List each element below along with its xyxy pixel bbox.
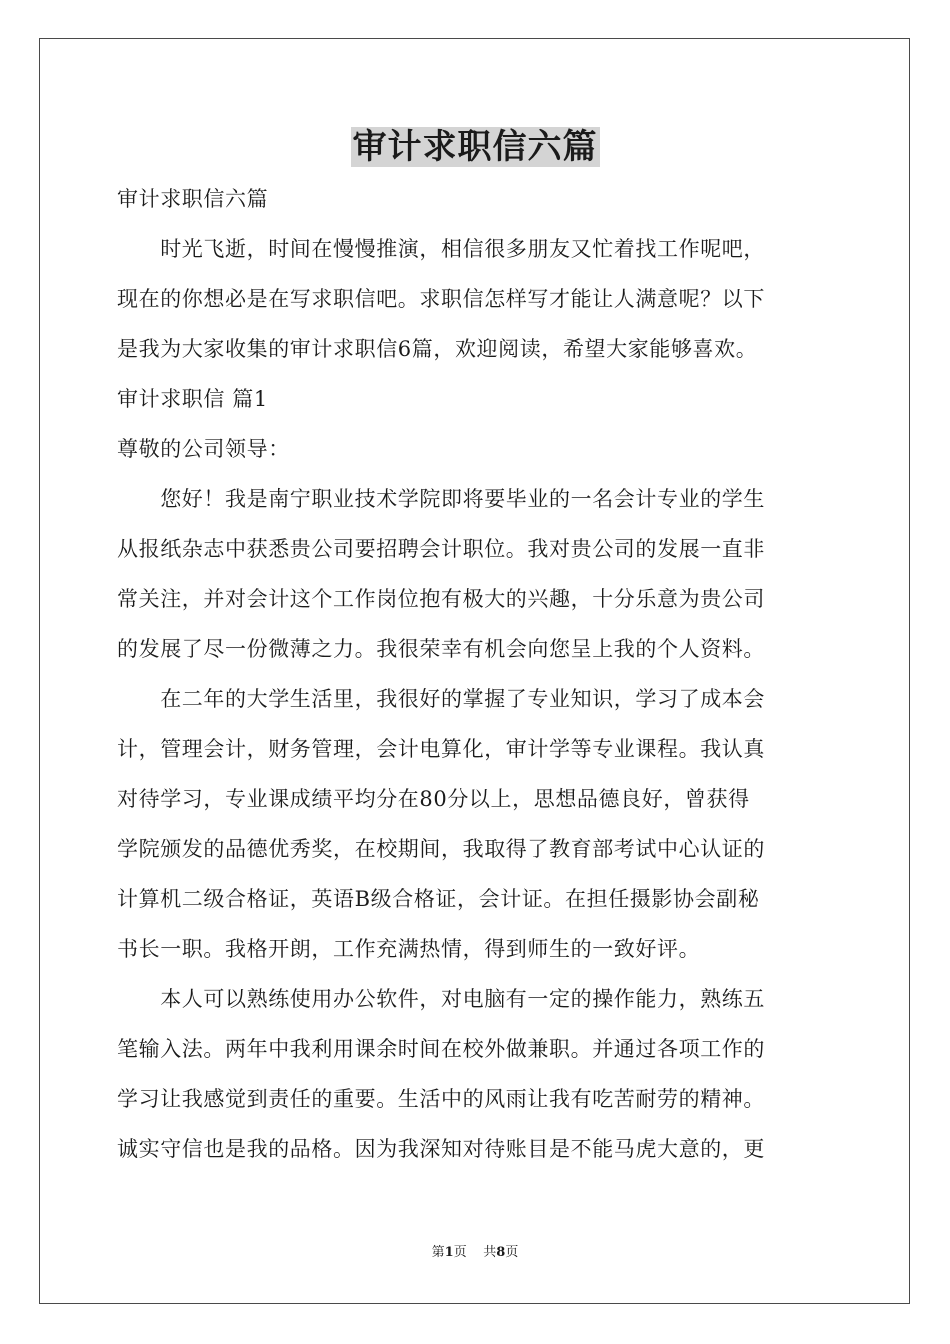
footer-page-prefix: 第 [431, 1245, 445, 1260]
text-line: 本人可以熟练使用办公软件，对电脑有一定的操作能力，熟练五 [117, 987, 765, 1011]
text-line: 现在的你想必是在写求职信吧。求职信怎样写才能让人满意呢？以下 [117, 287, 765, 311]
text-line: 审计求职信六篇 [117, 187, 269, 211]
text-line: 计算机二级合格证，英语B级合格证，会计证。在担任摄影协会副秘 [117, 887, 760, 911]
text-line: 书长一职。我格开朗，工作充满热情，得到师生的一致好评。 [117, 937, 701, 961]
footer-total-prefix: 共 [483, 1245, 497, 1260]
document-title: 审计求职信六篇 [352, 127, 598, 167]
text-line: 学习让我感觉到责任的重要。生活中的风雨让我有吃苦耐劳的精神。 [117, 1087, 765, 1111]
text-line: 的发展了尽一份微薄之力。我很荣幸有机会向您呈上我的个人资料。 [117, 637, 765, 661]
text-line: 您好！我是南宁职业技术学院即将要毕业的一名会计专业的学生 [117, 487, 765, 511]
text-line: 审计求职信 篇1 [117, 387, 268, 411]
page-footer [0, 1245, 950, 1261]
footer-page-current: 1 [444, 1245, 454, 1260]
text-line: 计，管理会计，财务管理，会计电算化，审计学等专业课程。我认真 [117, 737, 765, 761]
page-border [39, 38, 910, 1304]
text-line: 学院颁发的品德优秀奖，在校期间，我取得了教育部考试中心认证的 [117, 837, 765, 861]
text-line: 常关注，并对会计这个工作岗位抱有极大的兴趣，十分乐意为贵公司 [117, 587, 765, 611]
text-line: 从报纸杂志中获悉贵公司要招聘会计职位。我对贵公司的发展一直非 [117, 537, 765, 561]
text-line: 时光飞逝，时间在慢慢推演，相信很多朋友又忙着找工作呢吧， [117, 237, 765, 261]
footer-total-suffix: 页 [505, 1245, 519, 1260]
footer-page-suffix: 页 [453, 1245, 467, 1260]
text-line: 诚实守信也是我的品格。因为我深知对待账目是不能马虎大意的，更 [117, 1137, 765, 1161]
footer-page-total: 8 [496, 1245, 506, 1260]
text-line: 笔输入法。两年中我利用课余时间在校外做兼职。并通过各项工作的 [117, 1037, 765, 1061]
text-line: 尊敬的公司领导： [117, 437, 290, 461]
text-line: 对待学习，专业课成绩平均分在80分以上，思想品德良好，曾获得 [117, 787, 750, 811]
title-container [0, 127, 950, 167]
text-line: 是我为大家收集的审计求职信6篇，欢迎阅读，希望大家能够喜欢。 [117, 337, 758, 361]
text-line: 在二年的大学生活里，我很好的掌握了专业知识，学习了成本会 [117, 687, 765, 711]
